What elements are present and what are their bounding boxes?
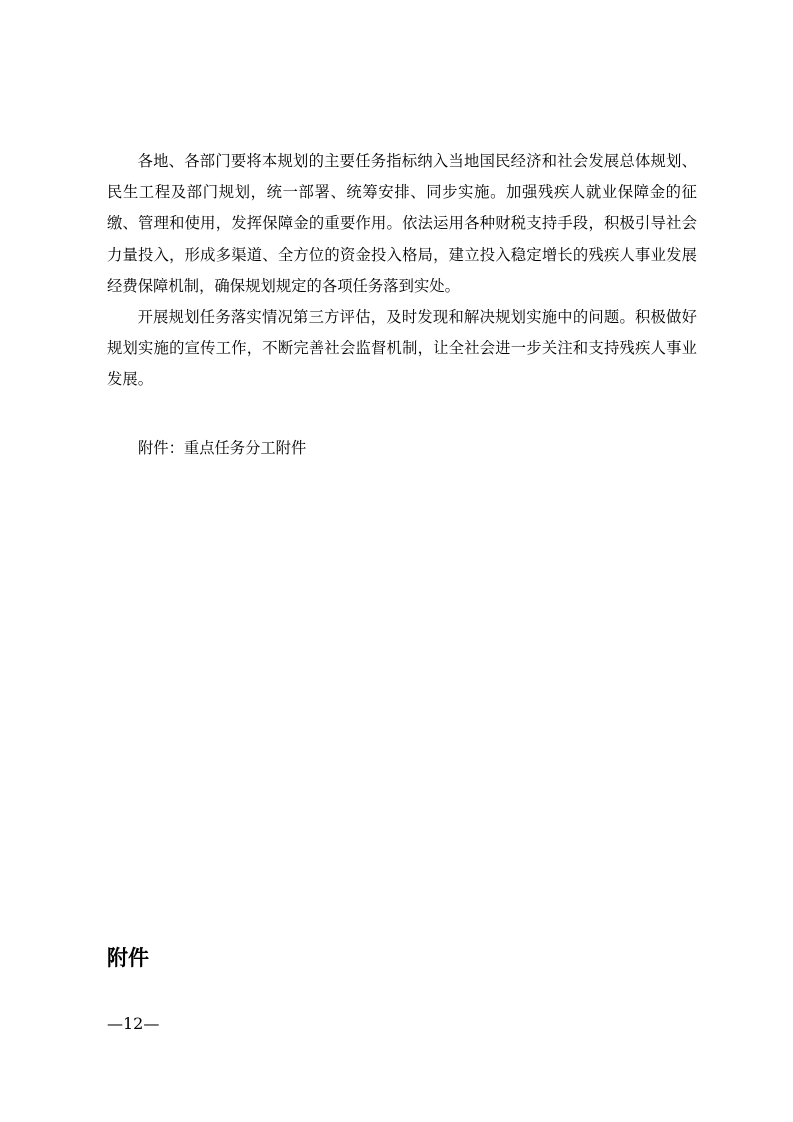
body-text bbox=[107, 146, 697, 396]
page-number: —12— bbox=[107, 1014, 160, 1033]
attachment-note: 附件：重点任务分工附件 bbox=[138, 439, 307, 457]
paragraph-funding: 各地、各部门要将本规划的主要任务指标纳入当地国民经济和社会发展总体规划、民生工程及部门规划，统一部署、统筹安排、同步实施。加强残疾人就业保障金的征缴、管理和使用，发挥保障金的重要作用。依法运用各种财税支持手段，积极引导社会力量投入，形成多渠道、全方位的资金投入格局，建立投入稳定增长的残疾人事业发展经费保障机制，确保规划规定的各项任务落到实处。 bbox=[107, 152, 697, 295]
section-heading: 附件 bbox=[107, 946, 149, 970]
paragraph-evaluation: 开展规划任务落实情况第三方评估，及时发现和解决规划实施中的问题。积极做好规划实施的宣传工作，不断完善社会监督机制，让全社会进一步关注和支持残疾人事业发展。 bbox=[107, 308, 697, 389]
